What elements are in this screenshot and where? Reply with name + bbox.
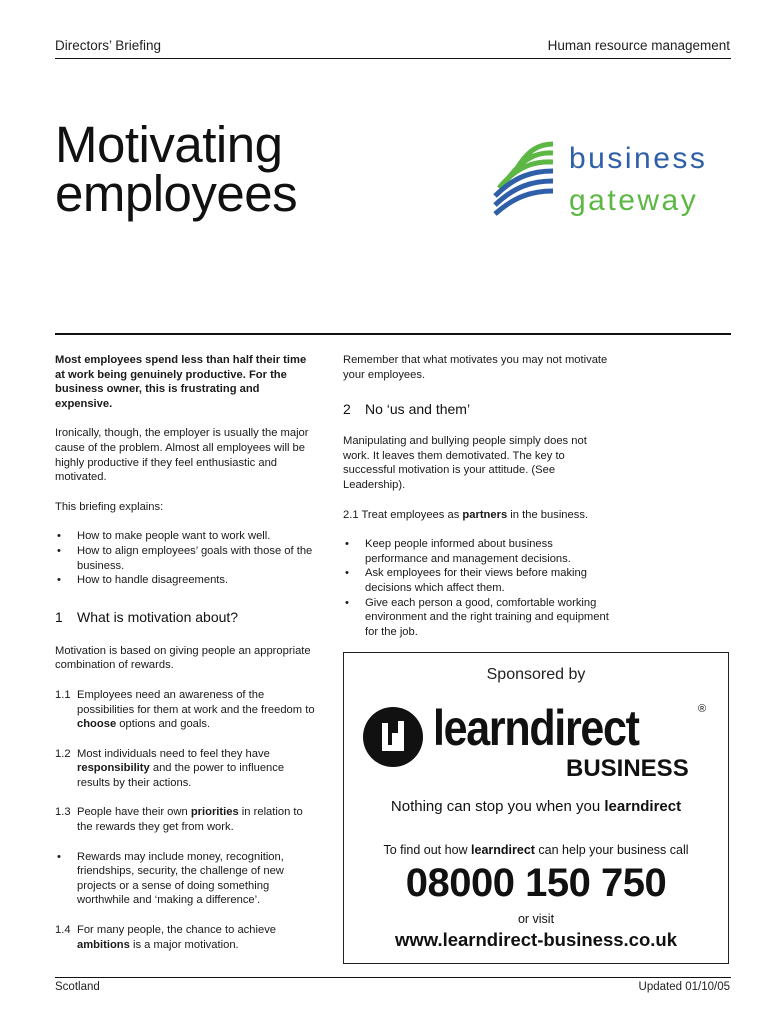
list-item: • How to align employees’ goals with those of the business. [57,544,313,572]
learndirect-wordmark: learndirect [433,700,639,756]
logo-word-gateway: gateway [569,184,699,217]
title-rule [55,333,731,335]
sponsor-call-text: To find out how learndirect can help your business call [383,843,689,857]
learndirect-business-label: BUSINESS [566,755,689,782]
partners-list [343,537,613,639]
point-1-2: 1.2 Most individuals need to feel they have responsibility and the power to influence results by their actions. [55,747,285,789]
sponsor-phone: 08000 150 750 [405,861,667,905]
left-column [55,353,315,967]
page-title [55,116,298,222]
footer-rule [55,977,731,978]
paragraph: This briefing explains: [55,500,164,513]
paragraph: Remember that what motivates you may not motivate your employees. [343,354,608,381]
rewards-list [55,850,315,908]
logo-word-business: business [569,142,708,175]
learndirect-ld-icon [361,705,425,769]
list-item: • How to make people want to work well. [57,530,271,543]
point-1-1: 1.1 Employees need an awareness of the possibilities for them at work and the freedom to choose options and goals. [55,688,315,731]
sponsor-url[interactable]: www.learndirect-business.co.uk [394,929,678,950]
sponsor-box [343,652,729,964]
paragraph: Manipulating and bullying people simply does not work. It leaves them demotivated. The key to successful motivation is your attitude. (See Leadership). [343,435,587,491]
paragraph: Motivation is based on giving people an appropriate combination of rewards. [55,644,311,672]
section-2-heading: 2 No ‘us and them’ [343,401,471,418]
footer-left: Scotland [55,981,100,993]
sponsor-heading: Sponsored by [486,666,586,683]
list-item: • Rewards may include money, recognition, friendships, security, the challenge of new projects or a sense of doing something worthwhile and ‘making a difference’. [57,850,284,907]
briefing-list [55,529,315,587]
intro-paragraph: Most employees spend less than half their time at work being genuinely productive. For the business owner, this is frustrating and expensive. [55,354,307,410]
wave-logo-icon [493,140,573,222]
point-2-1: 2.1 Treat employees as partners in the business. [343,508,589,521]
right-column [343,353,613,654]
footer-right: Updated 01/10/05 [638,981,730,993]
learndirect-logo [361,701,721,787]
business-gateway-logo [493,140,733,222]
list-item: • Keep people informed about business performance and management decisions. [345,538,571,565]
sponsor-slogan: Nothing can stop you when you learndirect [390,798,682,815]
header-rule [55,58,731,59]
title-line-1: Motivating [55,116,283,173]
list-item: • Ask employees for their views before making decisions which affect them. [345,567,587,594]
paragraph: Ironically, though, the employer is usually the major cause of the problem. Almost all employees will be highly productive if they feel enthusiastic and motivated. [55,427,309,484]
header-left: Directors’ Briefing [55,38,162,53]
point-1-4: 1.4 For many people, the chance to achieve ambitions is a major motivation. [55,924,277,951]
list-item: • How to handle disagreements. [57,574,229,587]
list-item: • Give each person a good, comfortable working environment and the right training and equipment for the job. [345,596,609,638]
section-1-heading: 1 What is motivation about? [55,608,239,625]
sponsor-or-visit: or visit [517,912,555,926]
header-right: Human resource management [547,38,730,53]
point-1-3: 1.3 People have their own priorities in relation to the rewards they get from work. [55,806,303,834]
title-line-2: employees [55,165,298,222]
registered-mark: ® [698,703,707,715]
